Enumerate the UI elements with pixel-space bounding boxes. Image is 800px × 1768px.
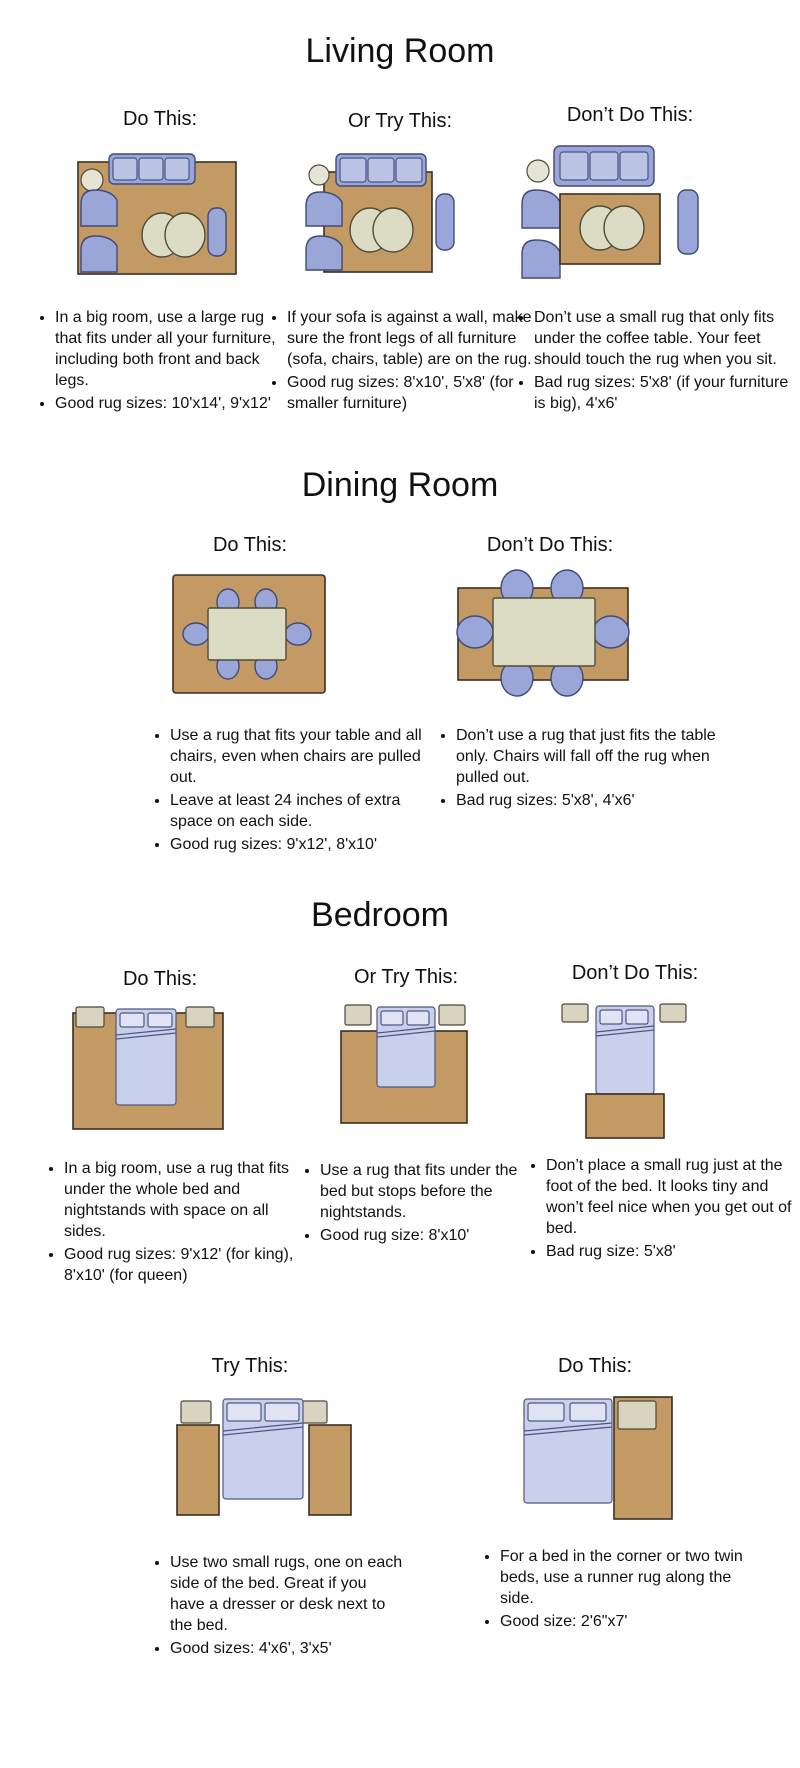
list-item: • In a big room, use a rug that fits under the whole bed and nightstands with space on all sides. <box>64 1158 304 1242</box>
list-item: • Good size: 2'6"x7' <box>500 1611 745 1632</box>
list-item: • Bad rug sizes: 5'x8', 4'x6' <box>456 790 726 811</box>
bedroom-or-try-heading: Or Try This: <box>353 966 459 988</box>
list-item: • If your sofa is against a wall, make sure the front legs of all furniture (sofa, chairs, table) are on the rug. <box>287 307 532 370</box>
dining-dont-bullets <box>436 725 726 813</box>
bedroom-try-heading: Try This: <box>211 1355 289 1377</box>
list-item: • Good rug sizes: 8'x10', 5'x8' (for smaller furniture) <box>287 372 532 414</box>
bedroom-try-illustration <box>175 1395 355 1521</box>
bedroom-runner-bullets <box>480 1546 745 1634</box>
bedroom-or-try-bullets <box>300 1160 545 1248</box>
list-item: • Use a rug that fits under the bed but stops before the nightstands. <box>320 1160 545 1223</box>
dining-do-bullets <box>150 725 440 857</box>
living-do-bullets <box>35 307 285 416</box>
list-item: • Good rug sizes: 9'x12' (for king), 8'x10' (for queen) <box>64 1244 304 1286</box>
living-dont-bullets <box>514 307 796 416</box>
living-or-try-heading: Or Try This: <box>347 110 453 132</box>
list-item: • Good sizes: 4'x6', 3'x5' <box>170 1638 405 1659</box>
list-item: • Don’t place a small rug just at the foot of the bed. It looks tiny and won’t feel nice when you get out of bed. <box>546 1155 800 1239</box>
list-item: • Good rug sizes: 9'x12', 8'x10' <box>170 834 440 855</box>
list-item: • Bad rug size: 5'x8' <box>546 1241 800 1262</box>
bedroom-do-heading: Do This: <box>122 968 198 990</box>
bedroom-do-illustration <box>70 1005 235 1135</box>
living-do-illustration <box>75 150 245 280</box>
dining-dont-heading: Don’t Do This: <box>486 534 614 556</box>
list-item: • For a bed in the corner or two twin beds, use a runner rug along the side. <box>500 1546 745 1609</box>
bedroom-dont-bullets <box>526 1155 800 1264</box>
dining-do-heading: Do This: <box>212 534 288 556</box>
living-or-try-illustration <box>300 150 470 280</box>
list-item: • Use two small rugs, one on each side of the bed. Great if you have a dresser or desk next to the bed. <box>170 1552 405 1636</box>
list-item: • Don’t use a rug that just fits the table only. Chairs will fall off the rug when pulled out. <box>456 725 726 788</box>
list-item: • Good rug size: 8'x10' <box>320 1225 545 1246</box>
bedroom-dont-heading: Don’t Do This: <box>571 962 699 984</box>
list-item: • Don’t use a small rug that only fits under the coffee table. Your feet should touch the rug when you sit. <box>534 307 796 370</box>
list-item: • In a big room, use a large rug that fits under all your furniture, including both front and back legs. <box>55 307 285 391</box>
bedroom-runner-heading: Do This: <box>557 1355 633 1377</box>
list-item: • Use a rug that fits your table and all chairs, even when chairs are pulled out. <box>170 725 440 788</box>
living-dont-heading: Don’t Do This: <box>566 104 694 126</box>
dining-do-illustration <box>170 572 330 696</box>
living-do-heading: Do This: <box>122 108 198 130</box>
living-dont-illustration <box>520 144 710 284</box>
bedroom-title: Bedroom <box>311 896 449 934</box>
list-item: • Good rug sizes: 10'x14', 9'x12' <box>55 393 285 414</box>
bedroom-dont-illustration <box>556 1000 696 1140</box>
bedroom-try-bullets <box>150 1552 405 1661</box>
dining-dont-illustration <box>455 568 635 698</box>
dining-room-title: Dining Room <box>301 466 499 504</box>
list-item: • Bad rug sizes: 5'x8' (if your furniture is big), 4'x6' <box>534 372 796 414</box>
bedroom-do-bullets <box>44 1158 304 1288</box>
bedroom-or-try-illustration <box>335 1003 475 1133</box>
living-room-title: Living Room <box>305 32 495 70</box>
list-item: • Leave at least 24 inches of extra space on each side. <box>170 790 440 832</box>
bedroom-runner-illustration <box>520 1393 680 1523</box>
living-or-try-bullets <box>267 307 532 416</box>
